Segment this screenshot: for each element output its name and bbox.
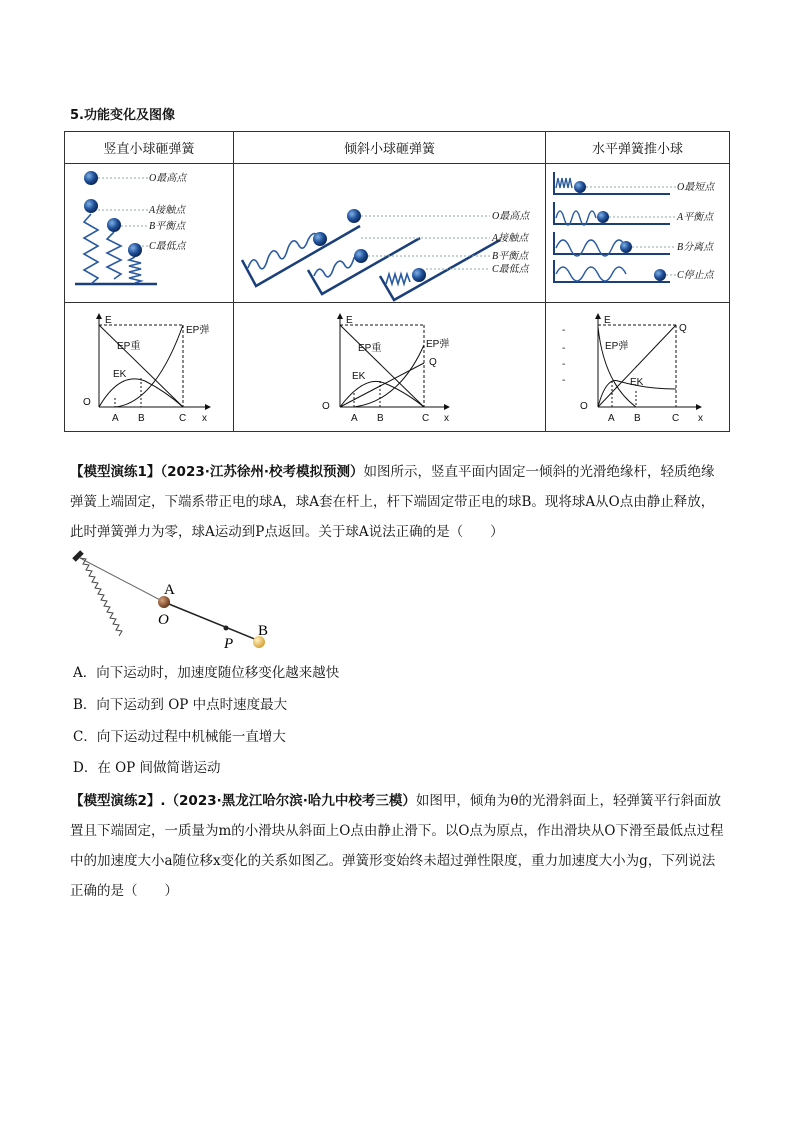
svg-text:O: O bbox=[322, 401, 330, 412]
svg-text:x: x bbox=[202, 413, 207, 424]
energy-model-table bbox=[64, 131, 730, 432]
label-a-contact: A接触点 bbox=[149, 205, 186, 216]
energy-plot-horizontal bbox=[546, 303, 730, 432]
horizontal-spring-figure bbox=[546, 164, 730, 303]
label-incline-a: A接触点 bbox=[492, 233, 529, 244]
svg-text:Q: Q bbox=[429, 357, 437, 368]
svg-text:A: A bbox=[608, 413, 615, 424]
svg-text:EK: EK bbox=[630, 377, 644, 388]
svg-text:x: x bbox=[444, 413, 449, 424]
label-o-top: O最高点 bbox=[149, 173, 187, 184]
exercise1-option-d[interactable]: D．在 OP 间做简谐运动 bbox=[73, 760, 221, 776]
svg-text:E: E bbox=[105, 315, 112, 326]
header-horizontal: 水平弹簧推小球 bbox=[546, 132, 730, 164]
label-horizontal-a: A平衡点 bbox=[677, 212, 714, 223]
svg-text:EP弹: EP弹 bbox=[186, 325, 210, 336]
header-inclined: 倾斜小球砸弹簧 bbox=[234, 132, 546, 164]
label-point-p: P bbox=[224, 636, 234, 650]
label-horizontal-b: B分离点 bbox=[677, 242, 714, 253]
svg-text:Q: Q bbox=[679, 323, 687, 334]
header-vertical: 竖直小球砸弹簧 bbox=[65, 132, 234, 164]
svg-text:E: E bbox=[346, 315, 353, 326]
exercise1-source: （2023·江苏徐州·校考模拟预测） bbox=[160, 464, 364, 480]
exercise2-tag: 【模型演练2】 bbox=[70, 793, 161, 809]
svg-text:EP重: EP重 bbox=[117, 341, 141, 352]
svg-text:x: x bbox=[698, 413, 703, 424]
exercise2-stem bbox=[70, 786, 726, 906]
vertical-spring-figure bbox=[65, 164, 234, 303]
label-c-lowest: C最低点 bbox=[149, 241, 186, 252]
exercise1-option-c[interactable]: C．向下运动过程中机械能一直增大 bbox=[73, 729, 286, 745]
svg-text:EP重: EP重 bbox=[358, 343, 382, 354]
svg-text:B: B bbox=[138, 413, 145, 424]
exercise1-figure bbox=[72, 550, 292, 650]
svg-text:O: O bbox=[580, 401, 588, 412]
energy-plot-vertical bbox=[65, 303, 234, 432]
exercise2-text: 如图甲，倾角为θ的光滑斜面上，轻弹簧平行斜面放置且下端固定，一质量为m的小滑块从斜面上O点由静止滑下。以O点为原点，作出滑块从O下滑至最低点过程中的加速度大小a随位移x变化的关系如图乙。弹簧形变始终未超过弹性限度，重力加速度大小为g，下列说法正确的是（ ） bbox=[70, 793, 724, 899]
svg-text:C: C bbox=[672, 413, 680, 424]
svg-text:B: B bbox=[377, 413, 384, 424]
exercise1-stem bbox=[70, 457, 726, 547]
svg-text:EK: EK bbox=[352, 371, 366, 382]
svg-text:A: A bbox=[112, 413, 119, 424]
label-horizontal-o: O最短点 bbox=[677, 182, 715, 193]
label-b-balance: B平衡点 bbox=[149, 221, 186, 232]
svg-text:-: - bbox=[562, 343, 566, 354]
section-title: 5.功能变化及图像 bbox=[70, 108, 175, 123]
label-ball-a: A bbox=[164, 582, 175, 598]
label-horizontal-c: C停止点 bbox=[677, 270, 714, 281]
svg-text:-: - bbox=[562, 375, 566, 386]
exercise2-source: .（2023·黑龙江哈尔滨·哈九中校考三模） bbox=[160, 793, 416, 809]
svg-text:-: - bbox=[562, 325, 566, 336]
svg-text:EK: EK bbox=[113, 369, 127, 380]
exercise1-option-b[interactable]: B．向下运动到 OP 中点时速度最大 bbox=[73, 697, 288, 713]
label-ball-b: B bbox=[258, 623, 269, 639]
svg-text:-: - bbox=[562, 359, 566, 370]
inclined-spring-figure bbox=[234, 164, 546, 303]
energy-plot-inclined bbox=[234, 303, 546, 432]
label-point-o: O bbox=[158, 612, 169, 628]
svg-text:A: A bbox=[351, 413, 358, 424]
svg-text:C: C bbox=[179, 413, 187, 424]
label-incline-o: O最高点 bbox=[492, 211, 530, 222]
exercise1-tag: 【模型演练1】 bbox=[70, 464, 161, 480]
exercise1-option-a[interactable]: A．向下运动时，加速度随位移变化越来越快 bbox=[73, 665, 340, 681]
svg-text:O: O bbox=[83, 397, 91, 408]
svg-text:EP弹: EP弹 bbox=[426, 339, 450, 350]
svg-text:B: B bbox=[634, 413, 641, 424]
svg-text:C: C bbox=[422, 413, 430, 424]
label-incline-c: C最低点 bbox=[492, 264, 529, 275]
svg-text:E: E bbox=[604, 315, 611, 326]
exercise1-text: 如图所示，竖直平面内固定一倾斜的光滑绝缘杆，轻质绝缘弹簧上端固定，下端系带正电的球A，球A套在杆上，杆下端固定带正电的球B。现将球A从O点由静止释放，此时弹簧弹力为零，球A运动到P点返回。关于球A说法正确的是（ ） bbox=[70, 464, 715, 540]
label-incline-b: B平衡点 bbox=[492, 251, 529, 262]
svg-text:EP弹: EP弹 bbox=[605, 341, 629, 352]
